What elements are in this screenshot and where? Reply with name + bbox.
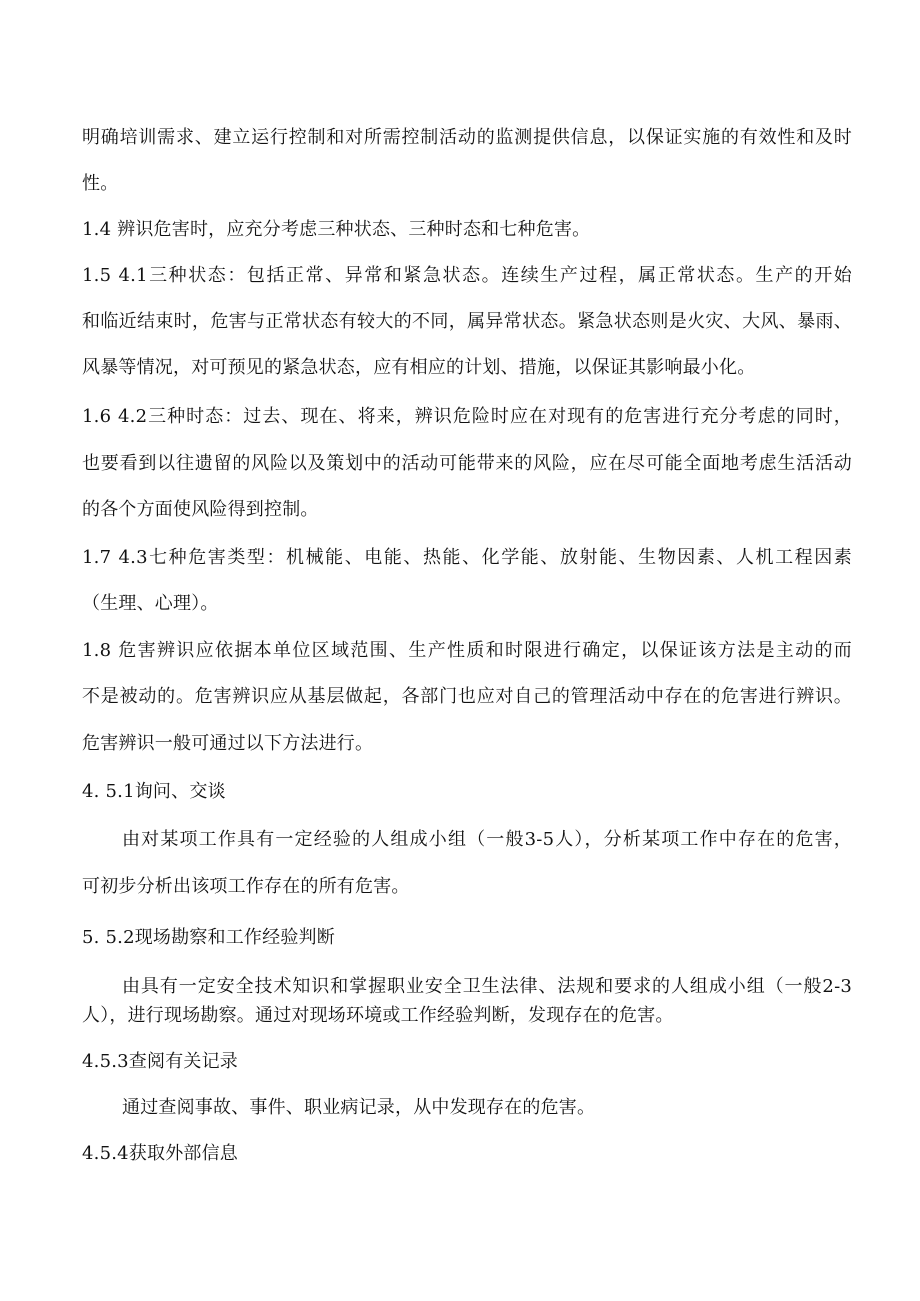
- paragraph-line: 明确培训需求、建立运行控制和对所需控制活动的监测提供信息，以保证实施的有效性和及时: [82, 127, 852, 148]
- section-heading-4-5-1: 4. 5.1询问、交谈: [82, 781, 226, 802]
- section-heading-4-5-3: 4.5.3查阅有关记录: [82, 1051, 238, 1072]
- paragraph-line: 的各个方面使风险得到控制。: [82, 499, 319, 520]
- list-item-1-4: 1.4 辨识危害时，应充分考虑三种状态、三种时态和七种危害。: [82, 219, 591, 240]
- paragraph-line: 风暴等情况，对可预见的紧急状态，应有相应的计划、措施，以保证其影响最小化。: [82, 357, 756, 378]
- paragraph-line: （生理、心理）。: [82, 593, 219, 614]
- paragraph-line: 不是被动的。危害辨识应从基层做起，各部门也应对自己的管理活动中存在的危害进行辨识。: [82, 686, 852, 707]
- paragraph-line: 性。: [82, 173, 119, 194]
- paragraph-line: 人），进行现场勘察。通过对现场环境或工作经验判断，发现存在的危害。: [82, 1005, 674, 1026]
- paragraph-line: 危害辨识一般可通过以下方法进行。: [82, 733, 374, 754]
- paragraph-line: 由具有一定安全技术知识和掌握职业安全卫生法律、法规和要求的人组成小组（一般2-3: [122, 976, 852, 997]
- paragraph-line: 通过查阅事故、事件、职业病记录，从中发现存在的危害。: [122, 1097, 596, 1118]
- list-item-1-6: 1.6 4.2三种时态：过去、现在、将来，辨识危险时应在对现有的危害进行充分考虑的同时，: [82, 406, 852, 427]
- list-item-1-8: 1.8 危害辨识应依据本单位区域范围、生产性质和时限进行确定，以保证该方法是主动的而: [82, 640, 852, 661]
- list-item-1-5: 1.5 4.1三种状态：包括正常、异常和紧急状态。连续生产过程，属正常状态。生产的开始: [82, 265, 852, 286]
- section-heading-4-5-4: 4.5.4获取外部信息: [82, 1143, 238, 1164]
- section-heading-5-5-2: 5. 5.2现场勘察和工作经验判断: [82, 927, 335, 948]
- list-item-1-7: 1.7 4.3七种危害类型：机械能、电能、热能、化学能、放射能、生物因素、人机工程因素: [82, 547, 852, 568]
- paragraph-line: 可初步分析出该项工作存在的所有危害。: [82, 876, 410, 897]
- paragraph-line: 和临近结束时，危害与正常状态有较大的不同，属异常状态。紧急状态则是火灾、大风、暴雨、: [82, 311, 852, 332]
- paragraph-line: 也要看到以往遗留的风险以及策划中的活动可能带来的风险，应在尽可能全面地考虑生活活动: [82, 453, 852, 474]
- paragraph-line: 由对某项工作具有一定经验的人组成小组（一般3-5人），分析某项工作中存在的危害，: [122, 829, 852, 850]
